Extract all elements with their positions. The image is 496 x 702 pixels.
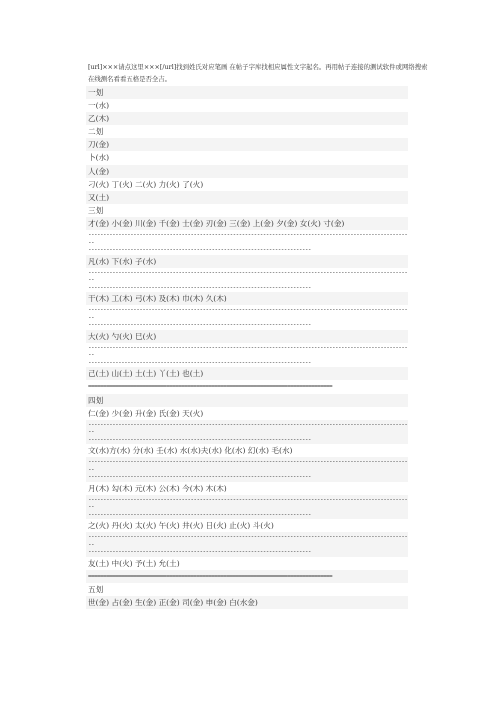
dash-line: -------------------------------------------------------------------------- [88,548,311,556]
dash-line: -------------------------------------------------------------------------- [88,321,311,329]
dash-line: ------------------------------------------------------------------------------------------------------------ [88,231,408,246]
char-row: 刁(火) 丁(火) 二(火) 力(火) 了(火) [88,179,204,189]
dash-separator [86,343,408,368]
dash-line: ------------------------------------------------------------------------------------------------------------ [88,306,408,321]
char-row: 卜(水) [88,153,110,163]
char-row: 又(土) [86,191,408,204]
dash-line: ------------------------------------------------------------------------------------------------------------ [88,420,408,436]
stroke-heading: 四划 [86,394,408,407]
dash-line: ------------------------------------------------------------------------------------------------------------ [88,343,408,359]
char-row: 一(水) [88,101,110,111]
dash-line: -------------------------------------------------------------------------- [88,246,311,254]
char-row: 仁(金) 少(金) 升(金) 氏(金) 天(火) [88,408,204,418]
char-row: 己(土) 山(土) 土(土) 丫(土) 也(土) [86,367,408,380]
char-row: 乙(木) [86,112,408,125]
dash-separator [86,457,408,482]
char-row: 凡(水) 下(水) 子(水) [86,255,408,268]
char-row: 之(火) 丹(火) 太(火) 午(火) 井(火) 日(火) 止(火) 斗(火) [88,521,274,531]
stroke-heading: 三划 [88,205,104,215]
stroke-heading: 二划 [88,127,104,137]
dash-separator [86,420,408,445]
dash-line: ------------------------------------------------------------------------------------------------------------ [88,533,408,548]
dash-line: -------------------------------------------------------------------------- [88,510,311,518]
char-row: 人(金) [86,165,408,178]
stroke-heading: 五划 [88,585,104,595]
dash-separator [86,495,408,520]
dash-separator [86,532,408,557]
dash-separator [86,305,408,330]
stroke-heading: 一划 [86,86,408,99]
intro-text: [url]×××请点这里×××[/url]找到姓氏对应笔画 在帖子字库找相应属性文字起名。再用帖子连接的测试软件或网络搜索在线测名看看五格是否全吉。 [88,63,428,83]
stroke-list [86,86,408,609]
dash-line: ------------------------------------------------------------------------------------------------------------ [88,268,408,284]
dash-line: -------------------------------------------------------------------------- [88,473,311,481]
dash-line: -------------------------------------------------------------------------- [88,435,311,443]
dash-separator [86,268,408,293]
char-row: 才(金) 小(金) 川(金) 千(金) 士(金) 刃(金) 三(金) 上(金) 夕(金) 女(火) 寸(金) [86,217,408,230]
char-row: 干(木) 工(木) 弓(木) 及(木) 巾(木) 久(木) [86,292,408,305]
char-row: 大(火) 勺(火) 巳(火) [86,330,408,343]
char-row: 月(木) 勾(木) 元(木) 公(木) 今(木) 木(木) [88,483,227,493]
dash-line: -------------------------------------------------------------------------- [88,358,311,366]
dash-line: -------------------------------------------------------------------------- [88,283,311,291]
dash-line: ------------------------------------------------------------------------------------------------------------ [88,458,408,473]
char-row: 刀(金) [86,138,408,151]
dash-line: ------------------------------------------------------------------------------------------------------------ [88,495,408,511]
char-row: 世(金) 占(金) 生(金) 正(金) 司(金) 申(金) 白(水金) [86,596,408,609]
dash-separator [86,230,408,255]
char-row: 文(水)方(水) 分(水) 壬(水) 水(水)夫(水) 化(水) 幻(水) 毛(水) [88,446,293,456]
equals-separator: ================================================================================= [88,383,332,391]
equals-separator: ================================================================================= [86,570,408,583]
char-row: 友(土) 中(火) 予(土) 允(土) [88,558,180,568]
